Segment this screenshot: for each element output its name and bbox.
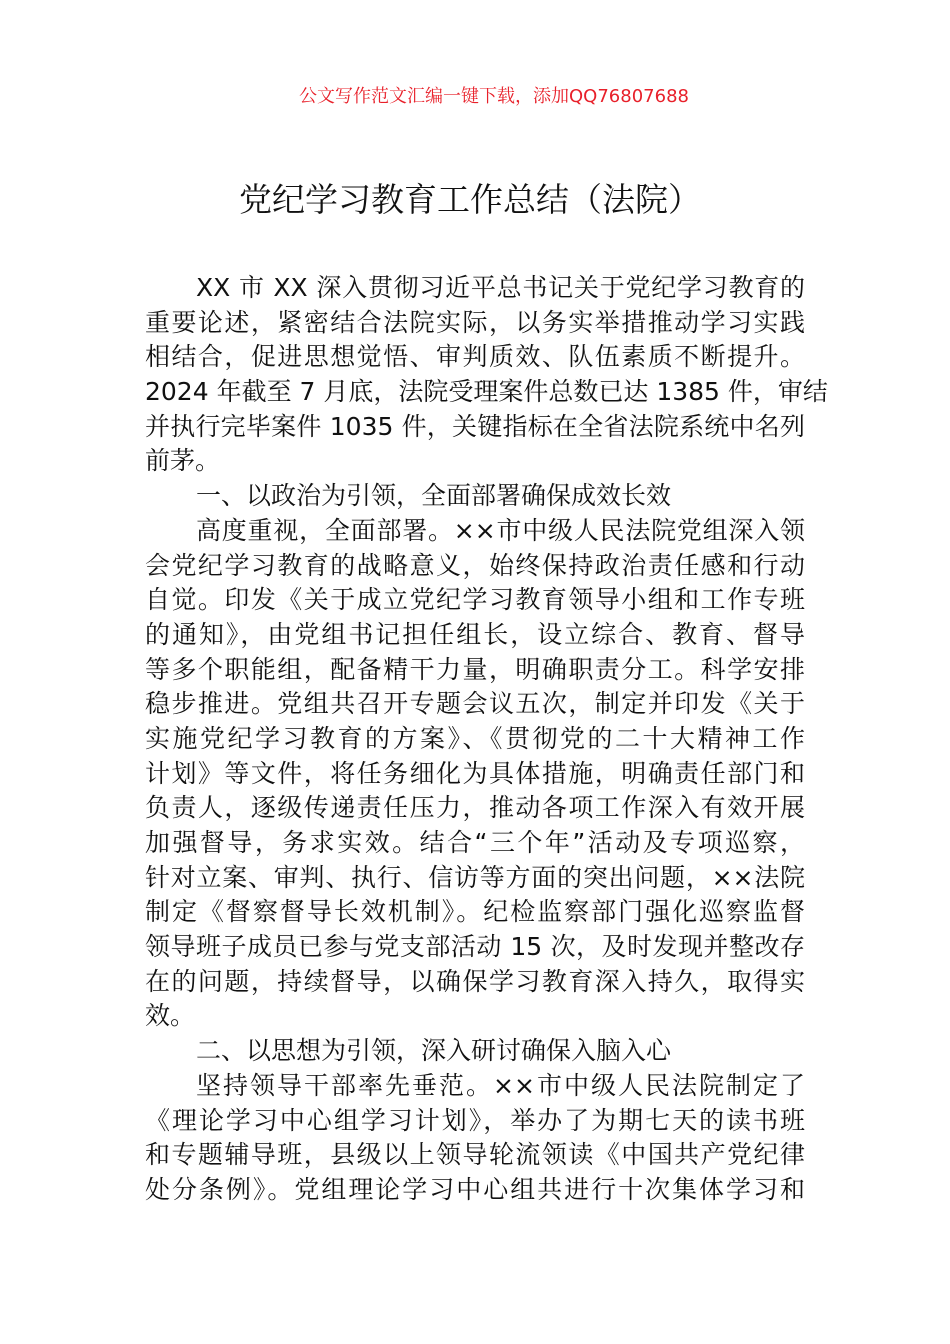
text-line: 的通知》，由党组书记担任组长，设立综合、教育、督导 (145, 619, 805, 649)
text-line: 实施党纪学习教育的方案》、《贯彻党的二十大精神工作 (145, 723, 805, 753)
text-line: 在的问题，持续督导，以确保学习教育深入持久，取得实 (145, 966, 805, 996)
text-line: 2024 年截至 7 月底，法院受理案件总数已达 1385 件，审结 (145, 377, 828, 407)
watermark-download-notice: 公文写作范文汇编一键下载，添加QQ76807688 (299, 86, 689, 107)
text-line: 坚持领导干部率先垂范。××市中级人民法院制定了 (196, 1070, 805, 1100)
text-line: 《理论学习中心组学习计划》，举办了为期七天的读书班 (145, 1105, 805, 1135)
text-line: 自觉。印发《关于成立党纪学习教育领导小组和工作专班 (145, 585, 805, 615)
text-line: 制定《督察督导长效机制》。纪检监察部门强化巡察监督 (145, 897, 805, 927)
text-line: 效。 (145, 1001, 196, 1031)
text-line: 计划》等文件，将任务细化为具体措施，明确责任部门和 (145, 758, 805, 788)
text-line: 和专题辅导班，县级以上领导轮流领读《中国共产党纪律 (145, 1140, 805, 1170)
text-line: 等多个职能组，配备精干力量，明确职责分工。科学安排 (145, 654, 805, 684)
text-line: 加强督导，务求实效。结合“三个年”活动及专项巡察， (145, 828, 805, 857)
text-line: 针对立案、审判、执行、信访等方面的突出问题，××法院 (145, 862, 805, 892)
text-line: 稳步推进。党组共召开专题会议五次，制定并印发《关于 (145, 689, 805, 719)
text-line: XX 市 XX 深入贯彻习近平总书记关于党纪学习教育的 (196, 273, 805, 302)
text-line: 前茅。 (145, 446, 221, 476)
document-body (145, 271, 828, 1208)
text-line: 重要论述，紧密结合法院实际，以务实举措推动学习实践 (145, 307, 805, 337)
text-line: 会党纪学习教育的战略意义，始终保持政治责任感和行动 (145, 550, 805, 580)
text-line: 处分条例》。党组理论学习中心组共进行十次集体学习和 (145, 1174, 805, 1204)
text-line: 一、以政治为引领，全面部署确保成效长效 (196, 481, 672, 511)
document-title: 党纪学习教育工作总结（法院） (239, 180, 701, 219)
text-line: 二、以思想为引领，深入研讨确保入脑入心 (196, 1036, 672, 1066)
text-line: 相结合，促进思想觉悟、审判质效、队伍素质不断提升。 (145, 342, 805, 372)
text-line: 并执行完毕案件 1035 件，关键指标在全省法院系统中名列 (145, 411, 805, 441)
text-line: 领导班子成员已参与党支部活动 15 次，及时发现并整改存 (145, 932, 805, 962)
text-line: 高度重视，全面部署。××市中级人民法院党组深入领 (196, 515, 805, 545)
text-line: 负责人，逐级传递责任压力，推动各项工作深入有效开展 (145, 793, 805, 823)
